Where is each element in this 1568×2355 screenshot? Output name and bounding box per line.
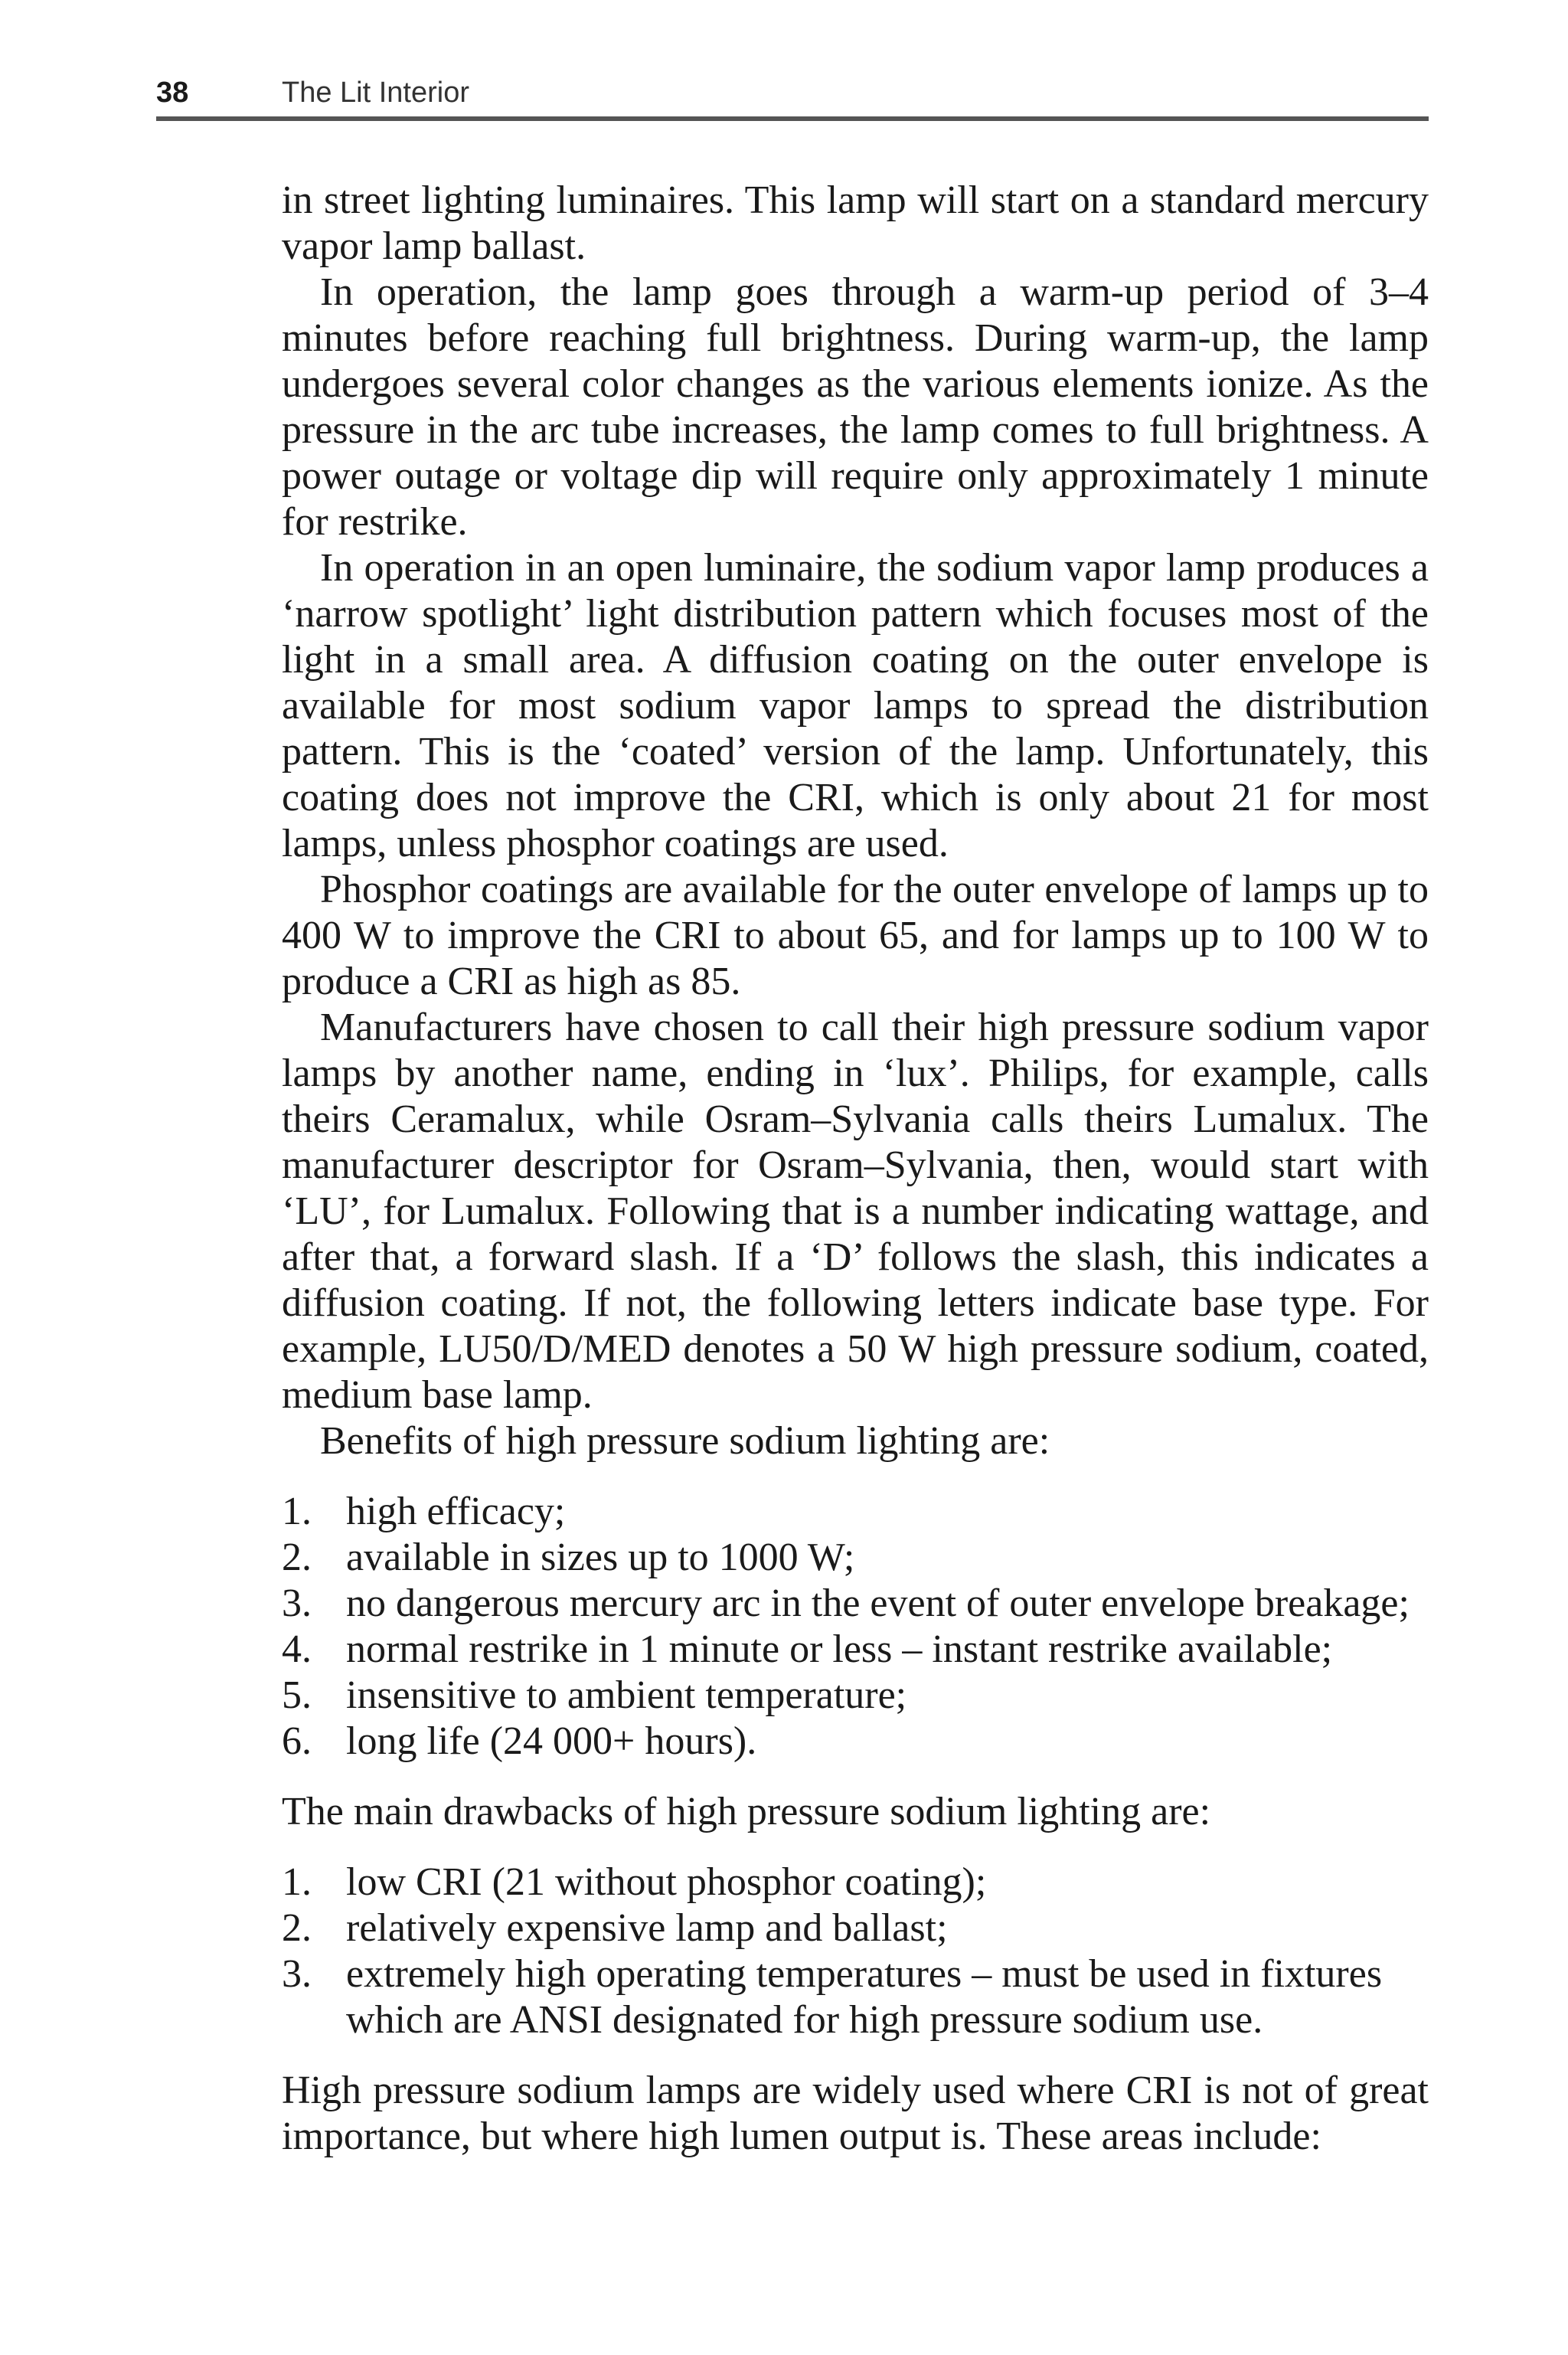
- list-item-text: high efficacy;: [346, 1490, 566, 1533]
- list-number: 5.: [282, 1673, 312, 1717]
- body-text: [282, 178, 1429, 2160]
- list-number: 4.: [282, 1627, 312, 1671]
- list-item: [282, 1627, 1429, 1673]
- paragraph: Benefits of high pressure sodium lighting are:: [320, 1419, 1050, 1463]
- paragraph: In operation, the lamp goes through a warm-up period of 3–4 minutes before reaching full brightness. During warm-up, the lamp undergoes several color changes as the various elements ionize. As the pressure in the arc tube increases, the lamp comes to full brightness. A power outage or voltage dip will require only approximately 1 minute for restrike.: [282, 270, 1429, 544]
- paragraph: In operation in an open luminaire, the sodium vapor lamp produces a ‘narrow spotlight’ light distribution pattern which focuses most of the light in a small area. A diffusion coating on the outer envelope is available for most sodium vapor lamps to spread the distribution pattern. This is the ‘coated’ version of the lamp. Unfortunately, this coating does not improve the CRI, which is only about 21 for most lamps, unless phosphor coatings are used.: [282, 546, 1429, 865]
- list-item: [282, 1489, 1429, 1535]
- list-number: 6.: [282, 1719, 312, 1763]
- paragraph: Manufacturers have chosen to call their high pressure sodium vapor lamps by another name, ending in ‘lux’. Philips, for example, calls theirs Ceramalux, while Osram–Sylvania calls theirs Lumalux. The manufacturer descriptor for Osram–Sylvania, then, would start with ‘LU’, for Lumalux. Following that is a number indicating wattage, and after that, a forward slash. If a ‘D’ follows the slash, this indicates a diffusion coating. If not, the following letters indicate base type. For example, LU50/D/MED denotes a 50 W high pressure sodium, coated, medium base lamp.: [282, 1006, 1429, 1417]
- list-item: [282, 1859, 1429, 1905]
- list-item: [282, 1581, 1429, 1627]
- list-item-text: insensitive to ambient temperature;: [346, 1673, 907, 1717]
- running-header: [156, 75, 1429, 118]
- list-item-text: no dangerous mercury arc in the event of outer envelope breakage;: [346, 1581, 1410, 1625]
- list-number: 1.: [282, 1860, 312, 1904]
- list-item: [282, 1719, 1429, 1765]
- list-item-text: normal restrike in 1 minute or less – instant restrike available;: [346, 1627, 1333, 1671]
- running-title: The Lit Interior: [282, 77, 469, 109]
- list-item: [282, 1673, 1429, 1719]
- list-item-text: relatively expensive lamp and ballast;: [346, 1906, 948, 1950]
- list-item-text: long life (24 000+ hours).: [346, 1719, 757, 1763]
- list-item: [282, 1905, 1429, 1951]
- drawbacks-list: [282, 1859, 1429, 2043]
- list-number: 2.: [282, 1906, 312, 1950]
- list-number: 3.: [282, 1952, 312, 1996]
- list-number: 2.: [282, 1536, 312, 1579]
- paragraph: in street lighting luminaires. This lamp will start on a standard mercury vapor lamp ballast.: [282, 178, 1429, 268]
- list-item-text: available in sizes up to 1000 W;: [346, 1536, 855, 1579]
- paragraph: High pressure sodium lamps are widely used where CRI is not of great importance, but where high lumen output is. These areas include:: [282, 2069, 1429, 2158]
- list-item: [282, 1951, 1429, 2043]
- paragraph: The main drawbacks of high pressure sodium lighting are:: [282, 1790, 1211, 1833]
- benefits-list: [282, 1489, 1429, 1765]
- list-item-text: low CRI (21 without phosphor coating);: [346, 1860, 987, 1904]
- list-number: 1.: [282, 1490, 312, 1533]
- list-number: 3.: [282, 1581, 312, 1625]
- list-item-text: extremely high operating temperatures – must be used in fixtures which are ANSI designated for high pressure sodium use.: [346, 1952, 1383, 2042]
- paragraph: Phosphor coatings are available for the outer envelope of lamps up to 400 W to improve the CRI to about 65, and for lamps up to 100 W to produce a CRI as high as 85.: [282, 868, 1429, 1003]
- header-rule: [156, 116, 1429, 121]
- list-item: [282, 1535, 1429, 1581]
- page-number: 38: [156, 77, 189, 109]
